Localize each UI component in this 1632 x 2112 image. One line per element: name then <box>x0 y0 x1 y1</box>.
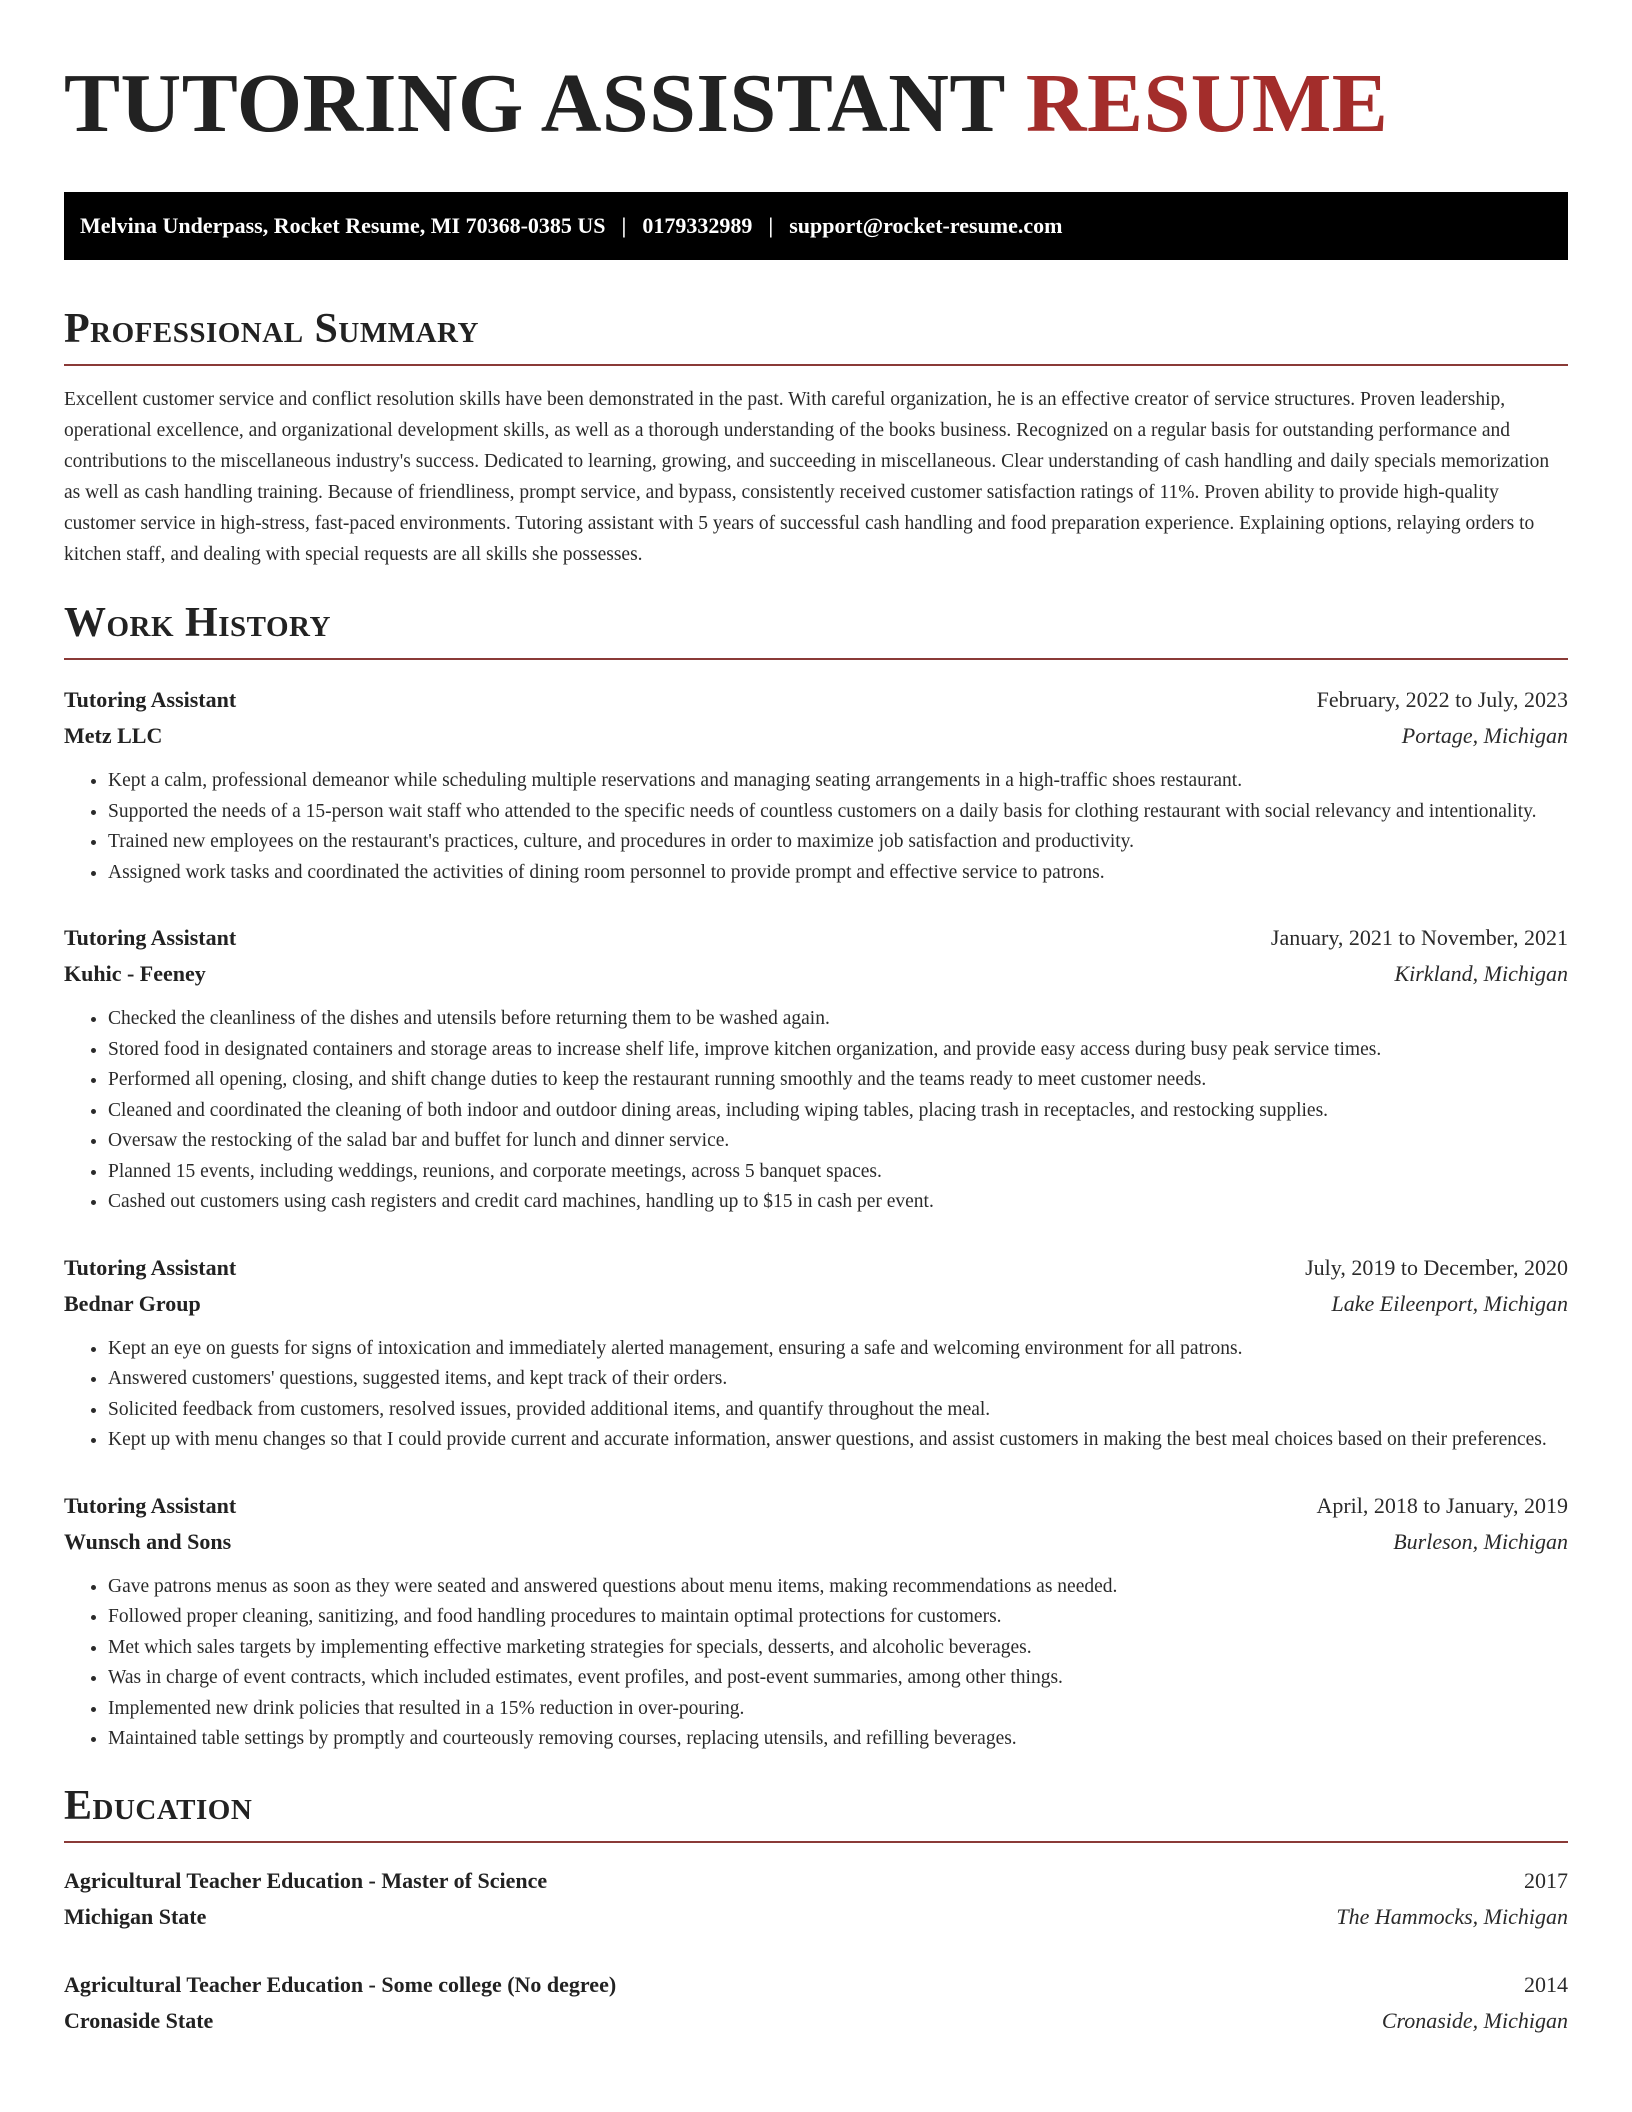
job-entry <box>64 1250 1568 1456</box>
job-header-row <box>64 682 1568 718</box>
job-bullet: • Solicited feedback from customers, resolved issues, provided additional items, and quantify throughout the meal. <box>108 1395 1568 1426</box>
job-bullet: • Assigned work tasks and coordinated the activities of dining room personnel to provide prompt and effective service to patrons. <box>108 858 1568 889</box>
job-location: Portage, Michigan <box>1401 723 1568 748</box>
education-school: Cronaside State <box>64 2007 214 2033</box>
education-degree: Agricultural Teacher Education - Master of Science <box>64 1867 548 1893</box>
job-bullet: • Stored food in designated containers and storage areas to increase shelf life, improve kitchen organization, and provide easy access during busy peak service times. <box>108 1035 1568 1066</box>
education-header-row <box>64 1967 1568 2003</box>
job-company-row <box>64 956 1568 992</box>
job-bullet: • Was in charge of event contracts, which included estimates, event profiles, and post-event summaries, among other things. <box>108 1663 1568 1694</box>
job-company: Kuhic - Feeney <box>64 961 206 986</box>
job-location: Burleson, Michigan <box>1393 1528 1568 1554</box>
education-heading: Education <box>64 1782 253 1829</box>
job-bullet: • Maintained table settings by promptly and courteously removing courses, replacing utensils, and refilling beverages. <box>108 1724 1568 1755</box>
education-location: Cronaside, Michigan <box>1381 2007 1568 2033</box>
contact-separator: | <box>768 213 774 238</box>
job-bullet: • Supported the needs of a 15-person wait staff who attended to the specific needs of countless customers on a daily basis for clothing restaurant with social relevancy and intentionality. <box>108 797 1568 828</box>
job-location: Lake Eileenport, Michigan <box>1331 1290 1568 1316</box>
job-location: Kirkland, Michigan <box>1394 961 1568 986</box>
section-divider <box>64 1841 1568 1843</box>
job-bullet: • Checked the cleanliness of the dishes and utensils before returning them to be washed again. <box>108 1004 1568 1035</box>
job-title: Tutoring Assistant <box>64 687 237 712</box>
job-bullet: • Kept a calm, professional demeanor while scheduling multiple reservations and managing seating arrangements in a high-traffic shoes restaurant. <box>108 766 1568 797</box>
job-bullet: • Performed all opening, closing, and shift change duties to keep the restaurant running smoothly and the teams ready to meet customer needs. <box>108 1065 1568 1096</box>
job-dates: July, 2019 to December, 2020 <box>1305 1254 1568 1280</box>
education-year: 2017 <box>1524 1867 1568 1893</box>
job-entry <box>64 920 1568 1218</box>
section-divider <box>64 658 1568 660</box>
job-bullet: • Cleaned and coordinated the cleaning of both indoor and outdoor dining areas, including wiping tables, placing trash in receptacles, and restocking supplies. <box>108 1096 1568 1127</box>
job-company-row <box>64 1286 1568 1322</box>
contact-address: Melvina Underpass, Rocket Resume, MI 70368-0385 US <box>80 213 606 238</box>
job-company: Metz LLC <box>64 723 163 748</box>
summary-heading: Professional Summary <box>64 306 479 352</box>
job-title: Tutoring Assistant <box>64 925 237 950</box>
job-title: Tutoring Assistant <box>64 1254 237 1280</box>
job-dates: April, 2018 to January, 2019 <box>1316 1492 1568 1518</box>
job-company-row <box>64 1524 1568 1560</box>
job-bullet: • Kept up with menu changes so that I could provide current and accurate information, answer questions, and assist customers in making the best meal choices based on their preferences. <box>108 1425 1568 1456</box>
job-bullets <box>64 1004 1568 1218</box>
education-degree: Agricultural Teacher Education - Some college (No degree) <box>64 1971 617 1997</box>
job-bullet: • Answered customers' questions, suggested items, and kept track of their orders. <box>108 1364 1568 1395</box>
education-location: The Hammocks, Michigan <box>1336 1903 1568 1929</box>
section-divider <box>64 364 1568 366</box>
job-bullet: • Met which sales targets by implementing effective marketing strategies for specials, desserts, and alcoholic beverages. <box>108 1633 1568 1664</box>
job-bullets <box>64 1334 1568 1456</box>
summary-text: Excellent customer service and conflict resolution skills have been demonstrated in the past. With careful organization, he is an effective creator of service structures. Proven leadership, operational excellence, and organizational development skills, as well as a thorough understanding of the books business. Recognized on a regular basis for outstanding performance and contributions to the miscellaneous industry's success. Dedicated to learning, growing, and succeeding in miscellaneous. Clear understanding of cash handling and daily specials memorization as well as cash handling training. Because of friendliness, prompt service, and bypass, consistently received customer satisfaction ratings of 11%. Proven ability to provide high-quality customer service in high-stress, fast-paced environments. Tutoring assistant with 5 years of successful cash handling and food preparation experience. Explaining options, relaying orders to kitchen staff, and dealing with special requests are all skills she possesses. <box>64 389 1550 565</box>
contact-email[interactable]: support@rocket-resume.com <box>789 213 1063 238</box>
education-entry <box>64 1863 1568 1935</box>
job-bullets <box>64 766 1568 888</box>
job-header-row <box>64 920 1568 956</box>
education-entry <box>64 1967 1568 2039</box>
job-header-row <box>64 1488 1568 1524</box>
job-company-row <box>64 718 1568 754</box>
education-school: Michigan State <box>64 1903 207 1929</box>
education-year: 2014 <box>1524 1971 1568 1997</box>
title-main: TUTORING ASSISTANT <box>64 57 1005 150</box>
job-bullet: • Kept an eye on guests for signs of intoxication and immediately alerted management, ensuring a safe and welcoming environment for all patrons. <box>108 1334 1568 1365</box>
work-history-heading: Work History <box>64 600 331 646</box>
job-title: Tutoring Assistant <box>64 1492 237 1518</box>
job-bullet: • Trained new employees on the restaurant's practices, culture, and procedures in order to maximize job satisfaction and productivity. <box>108 827 1568 858</box>
job-header-row <box>64 1250 1568 1286</box>
job-entry <box>64 682 1568 888</box>
education-school-row <box>64 2003 1568 2039</box>
education-section <box>64 1781 1568 2039</box>
job-dates: January, 2021 to November, 2021 <box>1270 925 1568 950</box>
resume-title <box>64 56 1568 152</box>
job-company: Wunsch and Sons <box>64 1528 232 1554</box>
job-dates: February, 2022 to July, 2023 <box>1316 687 1568 712</box>
job-bullet: • Oversaw the restocking of the salad bar and buffet for lunch and dinner service. <box>108 1126 1568 1157</box>
job-company: Bednar Group <box>64 1290 201 1316</box>
job-bullets <box>64 1572 1568 1755</box>
contact-separator: | <box>621 213 627 238</box>
job-bullet: • Followed proper cleaning, sanitizing, and food handling procedures to maintain optimal protections for customers. <box>108 1602 1568 1633</box>
education-header-row <box>64 1863 1568 1899</box>
summary-section <box>64 304 1568 570</box>
job-bullet: • Implemented new drink policies that resulted in a 15% reduction in over-pouring. <box>108 1694 1568 1725</box>
job-bullet: • Gave patrons menus as soon as they were seated and answered questions about menu items, making recommendations as needed. <box>108 1572 1568 1603</box>
contact-phone: 0179332989 <box>642 213 753 238</box>
title-accent: RESUME <box>1025 57 1389 150</box>
education-school-row <box>64 1899 1568 1935</box>
job-entry <box>64 1488 1568 1755</box>
contact-bar <box>64 192 1568 260</box>
job-bullet: • Planned 15 events, including weddings, reunions, and corporate meetings, across 5 banquet spaces. <box>108 1157 1568 1188</box>
job-bullet: • Cashed out customers using cash registers and credit card machines, handling up to $15 in cash per event. <box>108 1187 1568 1218</box>
work-history-section <box>64 598 1568 1755</box>
